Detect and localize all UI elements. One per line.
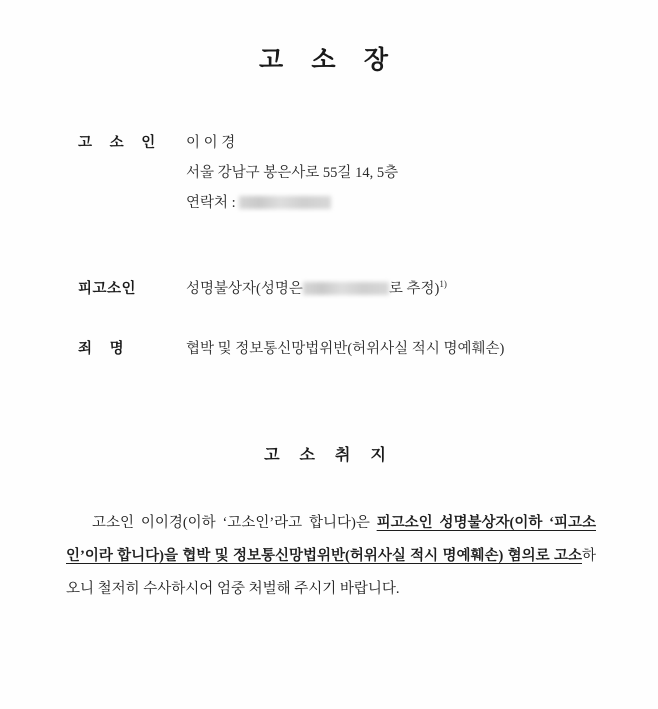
body-segment-emphasis: 피고소인 성명불상자(이하 ‘피고소인’이라 합니다)을 협박 및 정보통신망법위반(허위사실 적시 명예훼손) 혐의로 고소 [66,515,596,564]
field-value-accused [186,274,447,304]
field-value-complainant-address: 서울 강남구 봉은사로 55길 14, 5층 [186,165,399,181]
field-row-complainant-contact [78,188,598,218]
section-title-purpose: 고 소 취 지 [264,447,394,464]
field-label-complainant: 고 소 인 [78,135,163,151]
redaction-accused-name [303,282,389,295]
field-label-accused: 피고소인 [78,281,137,297]
field-value-complainant-name: 이 이 경 [186,135,236,151]
spacer [78,304,598,334]
accused-prefix: 성명불상자(성명은 [186,281,303,297]
field-row-accused [78,274,598,304]
field-value-charge: 협박 및 정보통신망법위반(허위사실 적시 명예훼손) [186,341,505,357]
body-paragraph [0,465,658,606]
page-title: 고 소 장 [259,47,399,74]
field-label-contact: 연락처 : [186,195,236,211]
field-row-complainant [78,128,598,158]
field-row-charge [78,334,598,364]
footnote-marker: 1) [439,279,447,290]
field-label-charge: 죄 명 [78,341,131,357]
body-segment-plain-2: 하오니 철저히 수사하시어 엄중 처벌해 주시기 바랍니다. [66,548,596,597]
redaction-contact [239,196,331,209]
accused-suffix: 로 추정) [388,281,440,297]
body-segment-plain-1: 고소인 이이경(이하 ‘고소인’라고 합니다)은 [92,515,377,531]
spacer [78,218,598,274]
field-list [0,128,658,364]
